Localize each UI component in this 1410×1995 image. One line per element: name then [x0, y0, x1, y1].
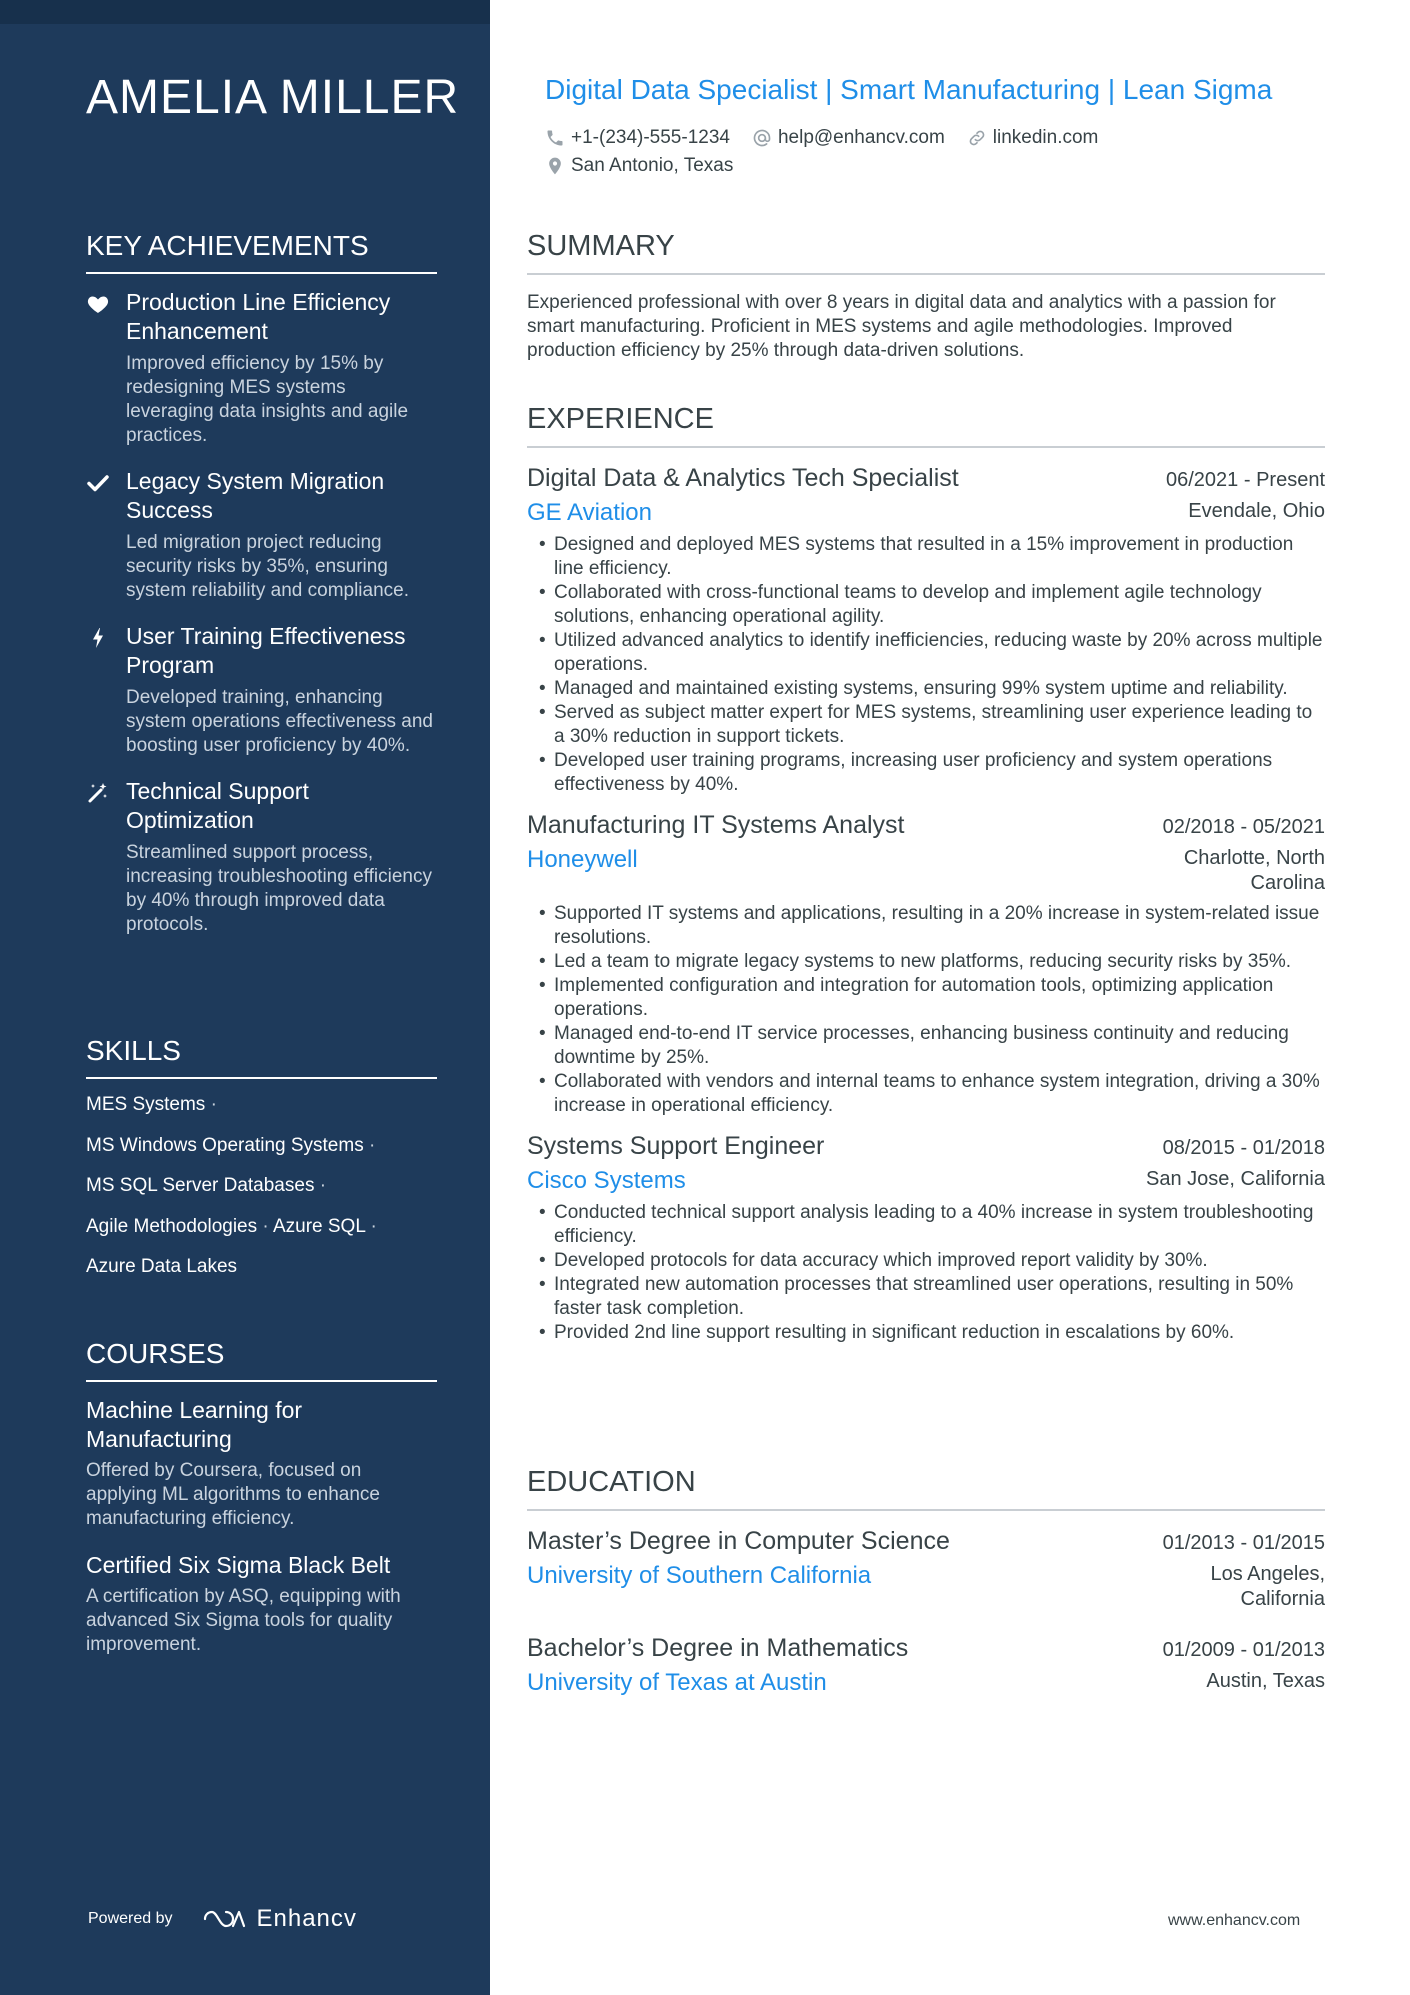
enhancv-logo[interactable] — [201, 1905, 357, 1933]
education-date: 01/2009 - 01/2013 — [1162, 1639, 1325, 1661]
contact-email[interactable]: help@enhancv.com — [752, 127, 945, 149]
job-bullets — [527, 533, 1325, 797]
school: University of Southern California — [527, 1562, 872, 1589]
job-bullet: • Utilized advanced analytics to identify inefficiencies, reducing waste by 20% across multiple operations. — [539, 629, 1325, 677]
course-description: Offered by Coursera, focused on applying ML algorithms to enhance manufacturing efficiency. — [86, 1460, 380, 1529]
skill-line: MES Systems · — [86, 1094, 217, 1115]
job-bullet: • Supported IT systems and applications, resulting in a 20% increase in system-related issue resolutions. — [539, 902, 1325, 950]
job-title: Systems Support Engineer — [527, 1132, 825, 1160]
job-bullet: • Managed end-to-end IT service processes, enhancing business continuity and reducing downtime by 25%. — [539, 1022, 1325, 1070]
job-bullet: • Collaborated with cross-functional teams to develop and implement agile technology solutions, enhancing operational agility. — [539, 581, 1325, 629]
job-bullet: • Designed and deployed MES systems that resulted in a 15% improvement in production line efficiency. — [539, 533, 1325, 581]
job-bullet: • Managed and maintained existing systems, ensuring 99% system uptime and reliability. — [539, 677, 1325, 701]
job-bullets — [527, 902, 1325, 1118]
sidebar-top-bar — [0, 0, 490, 24]
school: University of Texas at Austin — [527, 1669, 827, 1696]
job-bullet: • Integrated new automation processes that streamlined user operations, resulting in 50% faster task completion. — [539, 1273, 1325, 1321]
candidate-name: AMELIA MILLER — [86, 71, 460, 124]
achievement-description: Led migration project reducing security risks by 35%, ensuring system reliability and compliance. — [126, 532, 410, 601]
summary-heading: SUMMARY — [527, 230, 1325, 275]
job-location: Evendale, Ohio — [1188, 500, 1325, 522]
contact-linkedin[interactable]: linkedin.com — [967, 127, 1099, 149]
course-title: Machine Learning for Manufacturing — [86, 1397, 303, 1452]
education-date: 01/2013 - 01/2015 — [1162, 1532, 1325, 1554]
contact-location: San Antonio, Texas — [545, 155, 733, 177]
skill-line: MS Windows Operating Systems · — [86, 1134, 376, 1156]
achievement-item — [86, 288, 437, 448]
job-bullet: • Developed user training programs, increasing user proficiency and system operations effectiveness by 40%. — [539, 749, 1325, 797]
skill-line — [86, 1255, 437, 1279]
enhancv-brand-name: Enhancv — [256, 1905, 357, 1932]
achievements-section — [86, 230, 437, 956]
experience-heading: EXPERIENCE — [527, 403, 1325, 448]
location-pin-icon — [545, 156, 565, 176]
job-entry — [527, 464, 1325, 797]
powered-by — [88, 1905, 357, 1933]
skills-section — [86, 1035, 437, 1296]
achievement-item — [86, 777, 437, 937]
contact-phone[interactable]: +1-(234)-555-1234 — [545, 127, 730, 149]
achievement-item — [86, 622, 437, 758]
job-location: San Jose, California — [1146, 1168, 1325, 1190]
heart-icon — [86, 288, 126, 448]
job-bullet: • Provided 2nd line support resulting in significant reduction in escalations by 60%. — [539, 1321, 1325, 1345]
job-bullet: • Served as subject matter expert for MES systems, streamlining user experience leading to a 30% reduction in support tickets. — [539, 701, 1325, 749]
education-location: Austin, Texas — [1206, 1670, 1325, 1692]
courses-section — [86, 1338, 437, 1677]
job-bullet: • Implemented configuration and integration for automation tools, optimizing application operations. — [539, 974, 1325, 1022]
courses-heading: COURSES — [86, 1338, 437, 1382]
check-icon — [86, 467, 126, 603]
course-title: Certified Six Sigma Black Belt — [86, 1552, 391, 1578]
course-item — [86, 1396, 437, 1531]
degree: Master’s Degree in Computer Science — [527, 1527, 950, 1555]
summary-text: Experienced professional with over 8 years in digital data and analytics with a passion for smart manufacturing. Proficient in MES systems and agile methodologies. Improved production efficiency by 25% through data-driven solutions. — [527, 292, 1276, 361]
website-link[interactable]: www.enhancv.com — [1168, 1912, 1301, 1929]
job-bullet: • Led a team to migrate legacy systems to new platforms, reducing security risks by 35%. — [539, 950, 1325, 974]
skill-item: Azure Data Lakes — [86, 1256, 238, 1277]
job-date: 08/2015 - 01/2018 — [1162, 1137, 1325, 1159]
achievement-title: Technical Support Optimization — [126, 778, 309, 833]
headline-tagline: Digital Data Specialist | Smart Manufacturing | Lean Sigma — [545, 74, 1273, 105]
achievements-heading: KEY ACHIEVEMENTS — [86, 230, 437, 274]
job-location: Charlotte, North Carolina — [1183, 847, 1325, 894]
skill-line: Agile Methodologies · Azure SQL · — [86, 1215, 377, 1237]
job-entry — [527, 811, 1325, 1118]
achievement-title: Legacy System Migration Success — [126, 468, 385, 523]
job-title: Manufacturing IT Systems Analyst — [527, 811, 905, 839]
at-icon — [752, 128, 772, 148]
education-heading: EDUCATION — [527, 1466, 1325, 1511]
job-company: Cisco Systems — [527, 1167, 686, 1194]
achievement-title: User Training Effectiveness Program — [126, 623, 406, 678]
wand-icon — [86, 777, 126, 937]
enhancv-logo-icon — [201, 1907, 247, 1931]
job-entry — [527, 1132, 1325, 1345]
link-icon — [967, 128, 987, 148]
education-entry — [527, 1634, 1325, 1697]
job-company: Honeywell — [527, 846, 638, 873]
lightning-icon — [86, 622, 126, 758]
achievement-item — [86, 467, 437, 603]
education-location: Los Angeles, California — [1210, 1563, 1325, 1610]
course-description: A certification by ASQ, equipping with advanced Six Sigma tools for quality improvement. — [86, 1586, 401, 1655]
education-section — [527, 1466, 1325, 1719]
job-bullet: • Conducted technical support analysis leading to a 40% increase in system troubleshooting efficiency. — [539, 1201, 1325, 1249]
powered-by-label: Powered by — [88, 1910, 173, 1927]
skill-item: MES Systems — [86, 1094, 206, 1115]
summary-section — [527, 230, 1325, 363]
phone-icon — [545, 128, 565, 148]
sidebar — [0, 0, 490, 1995]
course-item — [86, 1551, 437, 1657]
job-title: Digital Data & Analytics Tech Specialist — [527, 464, 959, 492]
job-bullet: • Collaborated with vendors and internal teams to enhance system integration, driving a 30% increase in operational efficiency. — [539, 1070, 1325, 1118]
achievement-description: Developed training, enhancing system operations effectiveness and boosting user proficiency by 40%. — [126, 687, 433, 756]
job-bullet: • Developed protocols for data accuracy which improved report validity by 30%. — [539, 1249, 1325, 1273]
skill-item: MS SQL Server Databases — [86, 1175, 315, 1196]
skill-item: Azure SQL — [272, 1215, 366, 1237]
achievement-description: Streamlined support process, increasing troubleshooting efficiency by 40% through improved data protocols. — [126, 842, 432, 935]
achievement-description: Improved efficiency by 15% by redesigning MES systems leveraging data insights and agile practices. — [126, 353, 409, 446]
degree: Bachelor’s Degree in Mathematics — [527, 1634, 909, 1662]
skill-item: MS Windows Operating Systems — [86, 1134, 364, 1156]
experience-section — [527, 403, 1325, 1359]
job-date: 06/2021 - Present — [1166, 469, 1325, 491]
job-bullets — [527, 1201, 1325, 1345]
contact-info — [545, 124, 1120, 180]
job-company: GE Aviation — [527, 499, 652, 526]
skill-line: MS SQL Server Databases · — [86, 1175, 327, 1196]
skills-heading: SKILLS — [86, 1035, 437, 1079]
job-date: 02/2018 - 05/2021 — [1162, 816, 1325, 838]
education-entry — [527, 1527, 1325, 1612]
achievement-title: Production Line Efficiency Enhancement — [126, 289, 391, 344]
skill-item: Agile Methodologies — [86, 1215, 258, 1237]
